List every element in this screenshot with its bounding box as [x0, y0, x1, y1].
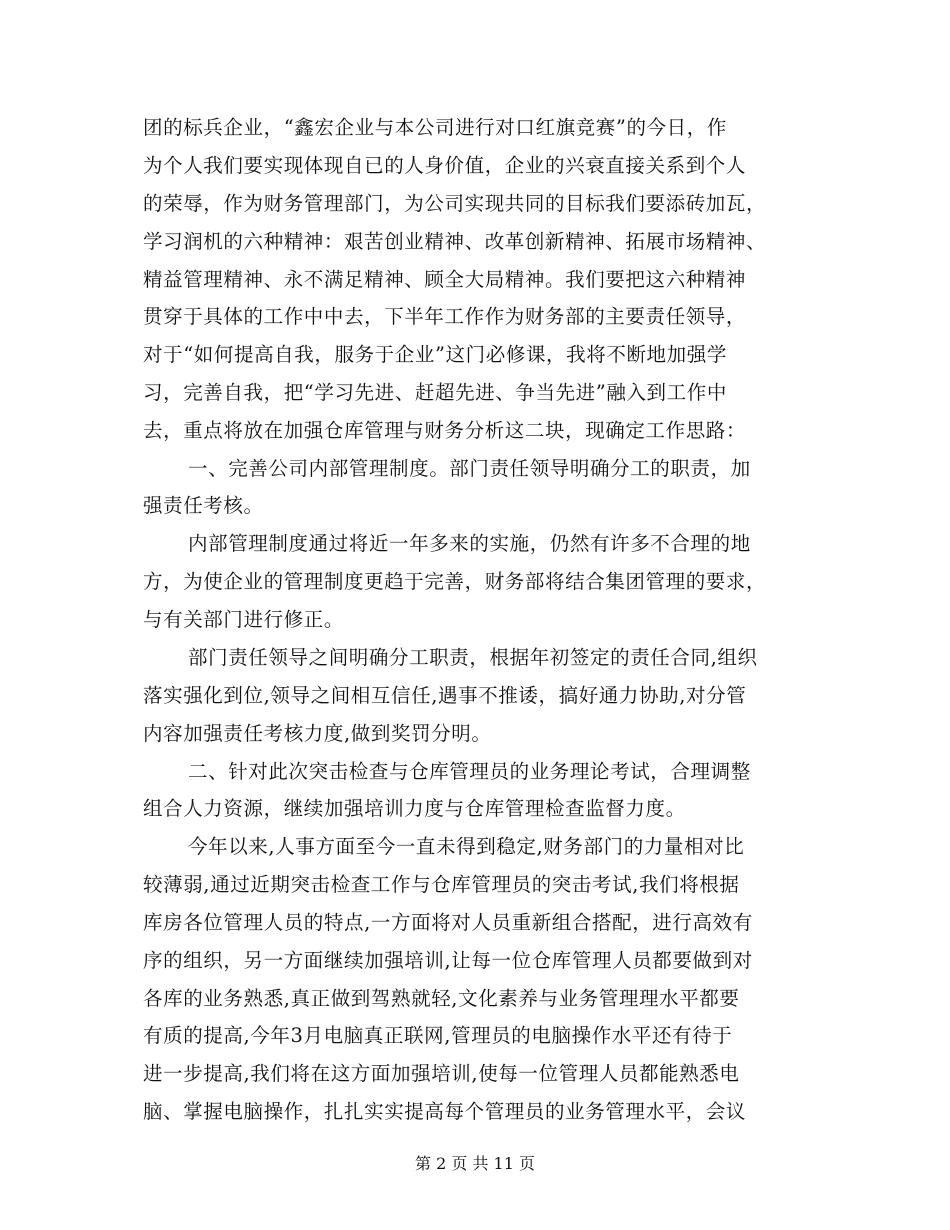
text-line: 库房各位管理人员的特点,一方面将对人员重新组合搭配，进行高效有	[143, 911, 753, 934]
text-line: 一、完善公司内部管理制度。部门责任领导明确分工的职责，加	[188, 457, 751, 480]
text-line: 部门责任领导之间明确分工职责，根据年初签定的责任合同,组织	[188, 646, 758, 669]
text-line: 团的标兵企业，“鑫宏企业与本公司进行对口红旗竞赛”的今日，作	[143, 116, 727, 139]
text-line: 去，重点将放在加强仓库管理与财务分析这二块，现确定工作思路：	[143, 419, 747, 442]
text-line: 学习润机的六种精神：艰苦创业精神、改革创新精神、拓展市场精神、	[143, 230, 767, 253]
text-line: 今年以来,人事方面至今一直未得到稳定,财务部门的力量相对比	[188, 835, 745, 858]
text-line: 落实强化到位,领导之间相互信任,遇事不推诿，搞好通力协助,对分管	[143, 684, 747, 707]
text-line: 内容加强责任考核力度,做到奖罚分明。	[143, 722, 492, 745]
text-line: 精益管理精神、永不满足精神、顾全大局精神。我们要把这六种精神	[143, 268, 747, 291]
page-footer: 第 2 页 共 11 页	[415, 1154, 535, 1173]
text-line: 的荣辱，作为财务管理部门，为公司实现共同的目标我们要添砖加瓦，	[143, 192, 767, 215]
text-line: 为个人我们要实现体现自已的人身价值，企业的兴衰直接关系到个人	[143, 154, 747, 177]
text-line: 对于“如何提高自我，服务于企业”这门必修课，我将不断地加强学	[143, 343, 727, 366]
text-line: 序的组织，另一方面继续加强培训,让每一位仓库管理人员都要做到对	[143, 949, 753, 972]
text-line: 二、针对此次突击检查与仓库管理员的业务理论考试，合理调整	[188, 760, 751, 783]
text-line: 脑、掌握电脑操作，扎扎实实提高每个管理员的业务管理水平，会议	[143, 1100, 747, 1123]
text-line: 组合人力资源，继续加强培训力度与仓库管理检查监督力度。	[143, 797, 686, 820]
text-line: 方，为使企业的管理制度更趋于完善，财务部将结合集团管理的要求，	[143, 570, 767, 593]
text-line: 进一步提高,我们将在这方面加强培训,使每一位管理人员都能熟悉电	[143, 1062, 740, 1085]
text-line: 与有关部门进行修正。	[143, 608, 345, 631]
text-line: 强责任考核。	[143, 494, 264, 517]
text-line: 各库的业务熟悉,真正做到驾熟就轻,文化素养与业务管理理水平都要	[143, 987, 740, 1010]
text-line: 有质的提高,今年3月电脑真正联网,管理员的电脑操作水平还有待于	[143, 1024, 733, 1047]
text-line: 较薄弱,通过近期突击检查工作与仓库管理员的突击考试,我们将根据	[143, 873, 740, 896]
text-line: 内部管理制度通过将近一年多来的实施，仍然有许多不合理的地	[188, 532, 751, 555]
text-line: 习，完善自我，把“学习先进、赶超先进、争当先进”融入到工作中	[143, 381, 727, 404]
text-line: 贯穿于具体的工作中中去，下半年工作作为财务部的主要责任领导，	[143, 305, 747, 328]
